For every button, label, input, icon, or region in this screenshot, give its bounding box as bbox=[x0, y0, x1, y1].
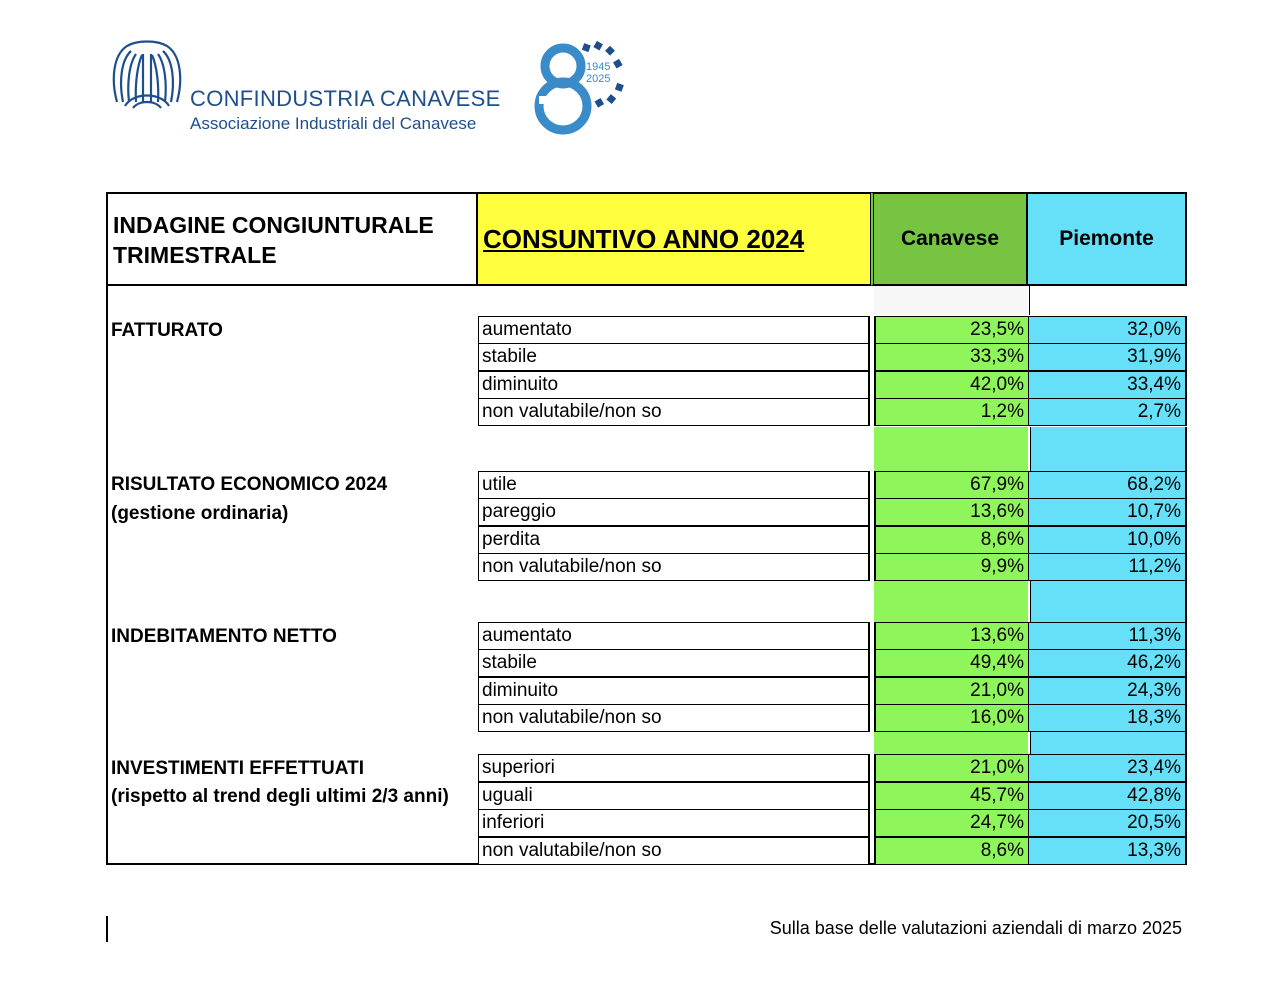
canavese-value: 45,7% bbox=[874, 782, 1028, 810]
section-label-indebitamento: INDEBITAMENTO NETTO bbox=[111, 626, 337, 647]
canavese-value: 9,9% bbox=[874, 553, 1028, 581]
section-label-risultato: RISULTATO ECONOMICO 2024 bbox=[111, 474, 388, 495]
canavese-value: 16,0% bbox=[874, 704, 1028, 732]
row-label: diminuito bbox=[478, 371, 870, 399]
table-row bbox=[478, 704, 1187, 732]
piemonte-value: 13,3% bbox=[1028, 837, 1187, 865]
canavese-value: 8,6% bbox=[874, 526, 1028, 554]
canavese-value: 21,0% bbox=[874, 754, 1028, 782]
canavese-value: 33,3% bbox=[874, 343, 1028, 371]
table-title-line1: INDAGINE CONGIUNTURALE bbox=[113, 212, 434, 238]
text-cursor bbox=[106, 916, 108, 942]
row-label: aumentato bbox=[478, 316, 870, 344]
piemonte-value: 2,7% bbox=[1028, 398, 1187, 426]
canavese-value: 8,6% bbox=[874, 837, 1028, 865]
piemonte-value: 24,3% bbox=[1028, 677, 1187, 705]
row-label: aumentato bbox=[478, 622, 870, 650]
section-label-fatturato: FATTURATO bbox=[111, 320, 223, 341]
spacer-band-blue bbox=[1030, 427, 1187, 471]
table-row bbox=[478, 498, 1187, 526]
section-label-investimenti: INVESTIMENTI EFFETTUATI bbox=[111, 758, 364, 779]
piemonte-value: 11,3% bbox=[1028, 622, 1187, 650]
spacer-band bbox=[874, 286, 1028, 315]
table-row bbox=[478, 553, 1187, 581]
row-label: utile bbox=[478, 471, 870, 499]
canavese-value: 67,9% bbox=[874, 471, 1028, 499]
section-sublabel-risultato: (gestione ordinaria) bbox=[111, 503, 289, 524]
period-header: CONSUNTIVO ANNO 2024 bbox=[478, 192, 870, 286]
table-row bbox=[478, 649, 1187, 677]
shell-emblem-icon bbox=[107, 40, 187, 110]
survey-table bbox=[106, 192, 1187, 865]
table-row bbox=[478, 809, 1187, 837]
row-label: stabile bbox=[478, 343, 870, 371]
row-label: diminuito bbox=[478, 677, 870, 705]
table-row bbox=[478, 398, 1187, 426]
row-label: stabile bbox=[478, 649, 870, 677]
canavese-value: 24,7% bbox=[874, 809, 1028, 837]
canavese-value: 1,2% bbox=[874, 398, 1028, 426]
table-row bbox=[478, 782, 1187, 810]
spacer-band-blue bbox=[1030, 732, 1187, 754]
row-label: inferiori bbox=[478, 809, 870, 837]
table-title-line2: TRIMESTRALE bbox=[113, 242, 277, 268]
section-sublabel-investimenti: (rispetto al trend degli ultimi 2/3 anni) bbox=[111, 786, 449, 807]
piemonte-value: 42,8% bbox=[1028, 782, 1187, 810]
anniversary-80-icon bbox=[525, 38, 635, 138]
row-label: superiori bbox=[478, 754, 870, 782]
piemonte-value: 32,0% bbox=[1028, 316, 1187, 344]
piemonte-value: 18,3% bbox=[1028, 704, 1187, 732]
row-label: non valutabile/non so bbox=[478, 704, 870, 732]
table-row bbox=[478, 754, 1187, 782]
spacer-divider bbox=[1029, 286, 1030, 315]
org-subtitle: Associazione Industriali del Canavese bbox=[190, 114, 477, 133]
anniversary-end-year: 2025 bbox=[586, 73, 611, 85]
piemonte-value: 10,7% bbox=[1028, 498, 1187, 526]
canavese-value: 13,6% bbox=[874, 498, 1028, 526]
table-row bbox=[478, 526, 1187, 554]
footnote: Sulla base delle valutazioni aziendali di marzo 2025 bbox=[769, 918, 1182, 938]
row-label: uguali bbox=[478, 782, 870, 810]
piemonte-value: 20,5% bbox=[1028, 809, 1187, 837]
column-header-canavese: Canavese bbox=[870, 192, 1028, 286]
piemonte-value: 11,2% bbox=[1028, 553, 1187, 581]
org-name: CONFINDUSTRIA CANAVESE bbox=[190, 86, 501, 111]
table-row bbox=[478, 677, 1187, 705]
piemonte-value: 33,4% bbox=[1028, 371, 1187, 399]
spacer-band-green bbox=[874, 427, 1028, 471]
piemonte-value: 23,4% bbox=[1028, 754, 1187, 782]
spacer-band-green bbox=[874, 732, 1028, 754]
row-label: non valutabile/non so bbox=[478, 837, 870, 865]
piemonte-value: 68,2% bbox=[1028, 471, 1187, 499]
canavese-value: 23,5% bbox=[874, 316, 1028, 344]
canavese-value: 13,6% bbox=[874, 622, 1028, 650]
canavese-value: 42,0% bbox=[874, 371, 1028, 399]
table-row bbox=[478, 371, 1187, 399]
table-row bbox=[478, 622, 1187, 650]
table-row bbox=[478, 343, 1187, 371]
spacer-band-blue bbox=[1030, 581, 1187, 622]
table-row bbox=[478, 837, 1187, 865]
canavese-value: 49,4% bbox=[874, 649, 1028, 677]
row-label: non valutabile/non so bbox=[478, 398, 870, 426]
row-label: non valutabile/non so bbox=[478, 553, 870, 581]
table-title bbox=[106, 192, 478, 286]
piemonte-value: 31,9% bbox=[1028, 343, 1187, 371]
row-label: pareggio bbox=[478, 498, 870, 526]
spacer-band-green bbox=[874, 581, 1028, 622]
piemonte-value: 46,2% bbox=[1028, 649, 1187, 677]
table-row bbox=[478, 471, 1187, 499]
table-row bbox=[478, 316, 1187, 344]
canavese-value: 21,0% bbox=[874, 677, 1028, 705]
column-header-piemonte: Piemonte bbox=[1028, 192, 1187, 286]
anniversary-start-year: 1945 bbox=[586, 61, 611, 73]
piemonte-value: 10,0% bbox=[1028, 526, 1187, 554]
row-label: perdita bbox=[478, 526, 870, 554]
